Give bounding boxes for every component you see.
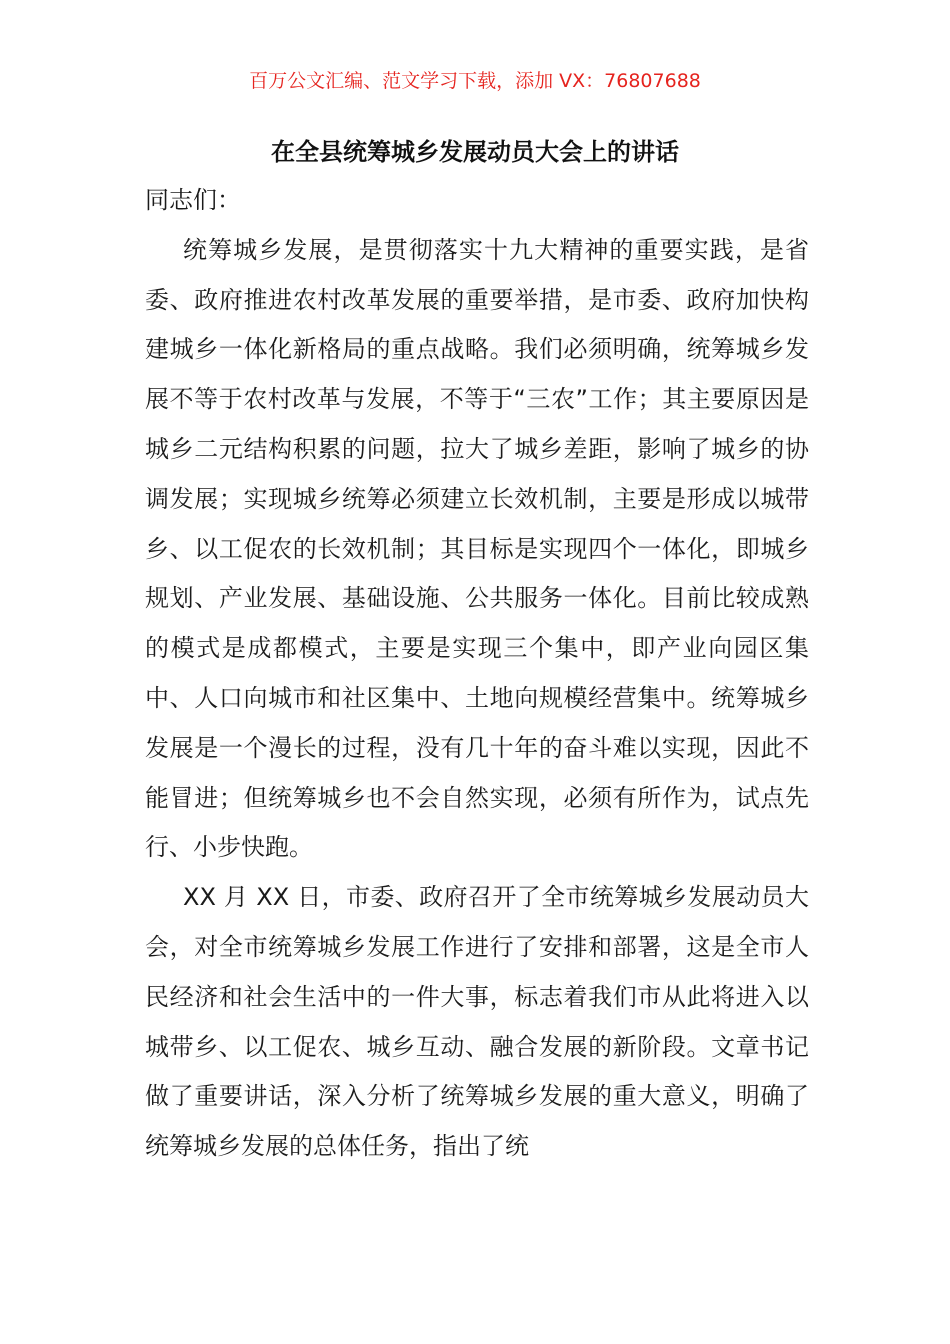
paragraph-2: XX 月 XX 日，市委、政府召开了全市统筹城乡发展动员大会，对全市统筹城乡发展工作进行了安排和部署，这是全市人民经济和社会生活中的一件大事，标志着我们市从此将进入以城带乡、以工促农、城乡互动、融合发展的新阶段。文章书记做了重要讲话，深入分析了统筹城乡发展的重大意义，明确了统筹城乡发展的总体任务，指出了统 [145,883,809,1161]
download-notice: 百万公文汇编、范文学习下载，添加 VX：76807688 [249,70,701,92]
document-title: 在全县统筹城乡发展动员大会上的讲话 [271,138,679,166]
salutation: 同志们： [145,186,241,214]
paragraph-1: 统筹城乡发展，是贯彻落实十九大精神的重要实践，是省委、政府推进农村改革发展的重要举措，是市委、政府加快构建城乡一体化新格局的重点战略。我们必须明确，统筹城乡发展不等于农村改革与发展，不等于“三农”工作；其主要原因是城乡二元结构积累的问题，拉大了城乡差距，影响了城乡的协调发展；实现城乡统筹必须建立长效机制，主要是形成以城带乡、以工促农的长效机制；其目标是实现四个一体化，即城乡规划、产业发展、基础设施、公共服务一体化。目前比较成熟的模式是成都模式，主要是实现三个集中，即产业向园区集中、人口向城市和社区集中、土地向规模经营集中。统筹城乡发展是一个漫长的过程，没有几十年的奋斗难以实现，因此不能冒进；但统筹城乡也不会自然实现，必须有所作为，试点先行、小步快跑。 [145,235,809,862]
document-body [145,176,809,1172]
